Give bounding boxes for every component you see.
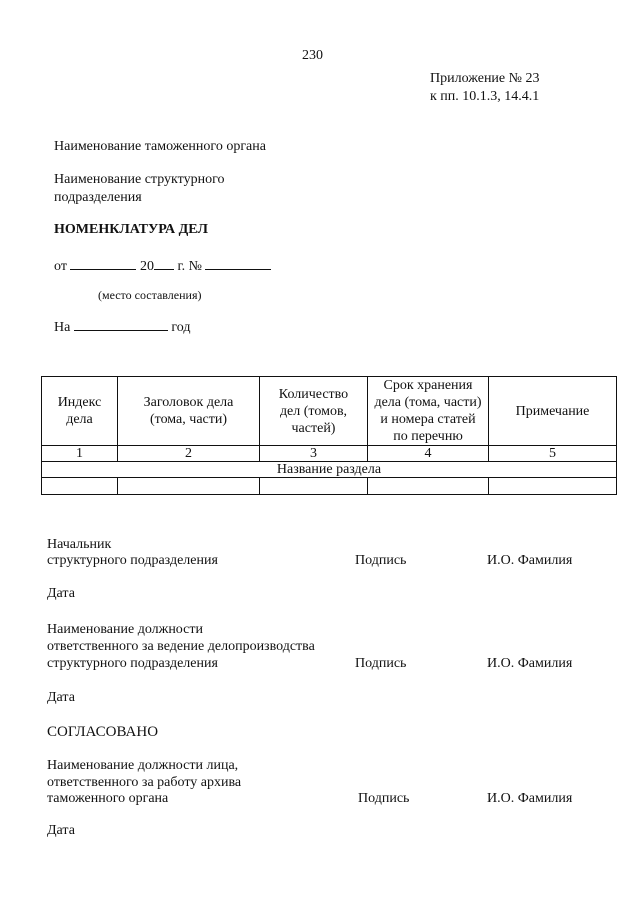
clerk-title-line3: структурного подразделения: [47, 656, 218, 671]
clerk-title-line1: Наименование должности: [47, 622, 203, 637]
header-retention: Срок хранения дела (тома, части) и номера статей по перечню: [368, 377, 489, 446]
for-suffix: год: [171, 320, 191, 335]
year-for-line: [54, 316, 190, 337]
head-date: Дата: [47, 586, 75, 601]
year-suffix: г. №: [177, 259, 202, 274]
archive-title-line2: ответственного за работу архива: [47, 775, 242, 790]
date-blank: [70, 255, 136, 270]
date-prefix: от: [54, 259, 67, 274]
appendix-reference: к пп. 10.1.3, 14.4.1: [430, 89, 540, 104]
page-number: 230: [302, 48, 323, 63]
clerk-signature: Подпись: [355, 656, 407, 671]
header-note: Примечание: [489, 377, 617, 446]
subdivision-name-line1: Наименование структурного: [54, 172, 225, 187]
document-title: НОМЕНКЛАТУРА ДЕЛ: [54, 222, 208, 237]
archive-title-line1: Наименование должности лица,: [47, 758, 239, 773]
clerk-name: И.О. Фамилия: [487, 656, 573, 671]
customs-organ-name: Наименование таможенного органа: [54, 139, 266, 154]
archive-signature: Подпись: [358, 791, 410, 806]
section-title: Название раздела: [42, 462, 617, 478]
col-number: 1: [42, 446, 118, 462]
table-header-row: [42, 377, 617, 446]
header-title: Заголовок дела (тома, части): [118, 377, 260, 446]
archive-date: Дата: [47, 823, 75, 838]
col-number: 4: [368, 446, 489, 462]
empty-cell: [368, 478, 489, 495]
empty-cell: [42, 478, 118, 495]
for-year-blank: [74, 316, 168, 331]
header-index: Индекс дела: [42, 377, 118, 446]
header-count: Количество дел (томов, частей): [260, 377, 368, 446]
table-empty-row: [42, 478, 617, 495]
col-number: 2: [118, 446, 260, 462]
head-name: И.О. Фамилия: [487, 553, 573, 568]
table-number-row: [42, 446, 617, 462]
archive-title-line3: таможенного органа: [47, 791, 169, 806]
agreed-heading: СОГЛАСОВАНО: [47, 724, 159, 740]
place-caption: (место составления): [98, 288, 202, 302]
archive-name: И.О. Фамилия: [487, 791, 573, 806]
year-prefix: 20: [139, 259, 154, 274]
head-title-line2: структурного подразделения: [47, 553, 218, 568]
for-prefix: На: [54, 320, 71, 335]
date-line: [54, 255, 271, 276]
number-blank: [205, 255, 271, 270]
subdivision-name-line2: подразделения: [54, 190, 142, 205]
table-section-row: [42, 462, 617, 478]
col-number: 5: [489, 446, 617, 462]
empty-cell: [260, 478, 368, 495]
head-signature: Подпись: [355, 553, 407, 568]
empty-cell: [489, 478, 617, 495]
clerk-title-line2: ответственного за ведение делопроизводства: [47, 639, 315, 654]
year-blank: [154, 255, 174, 270]
empty-cell: [118, 478, 260, 495]
appendix-number: Приложение № 23: [430, 71, 540, 86]
nomenclature-table: [41, 376, 617, 495]
col-number: 3: [260, 446, 368, 462]
clerk-date: Дата: [47, 690, 75, 705]
head-title-line1: Начальник: [47, 537, 112, 552]
